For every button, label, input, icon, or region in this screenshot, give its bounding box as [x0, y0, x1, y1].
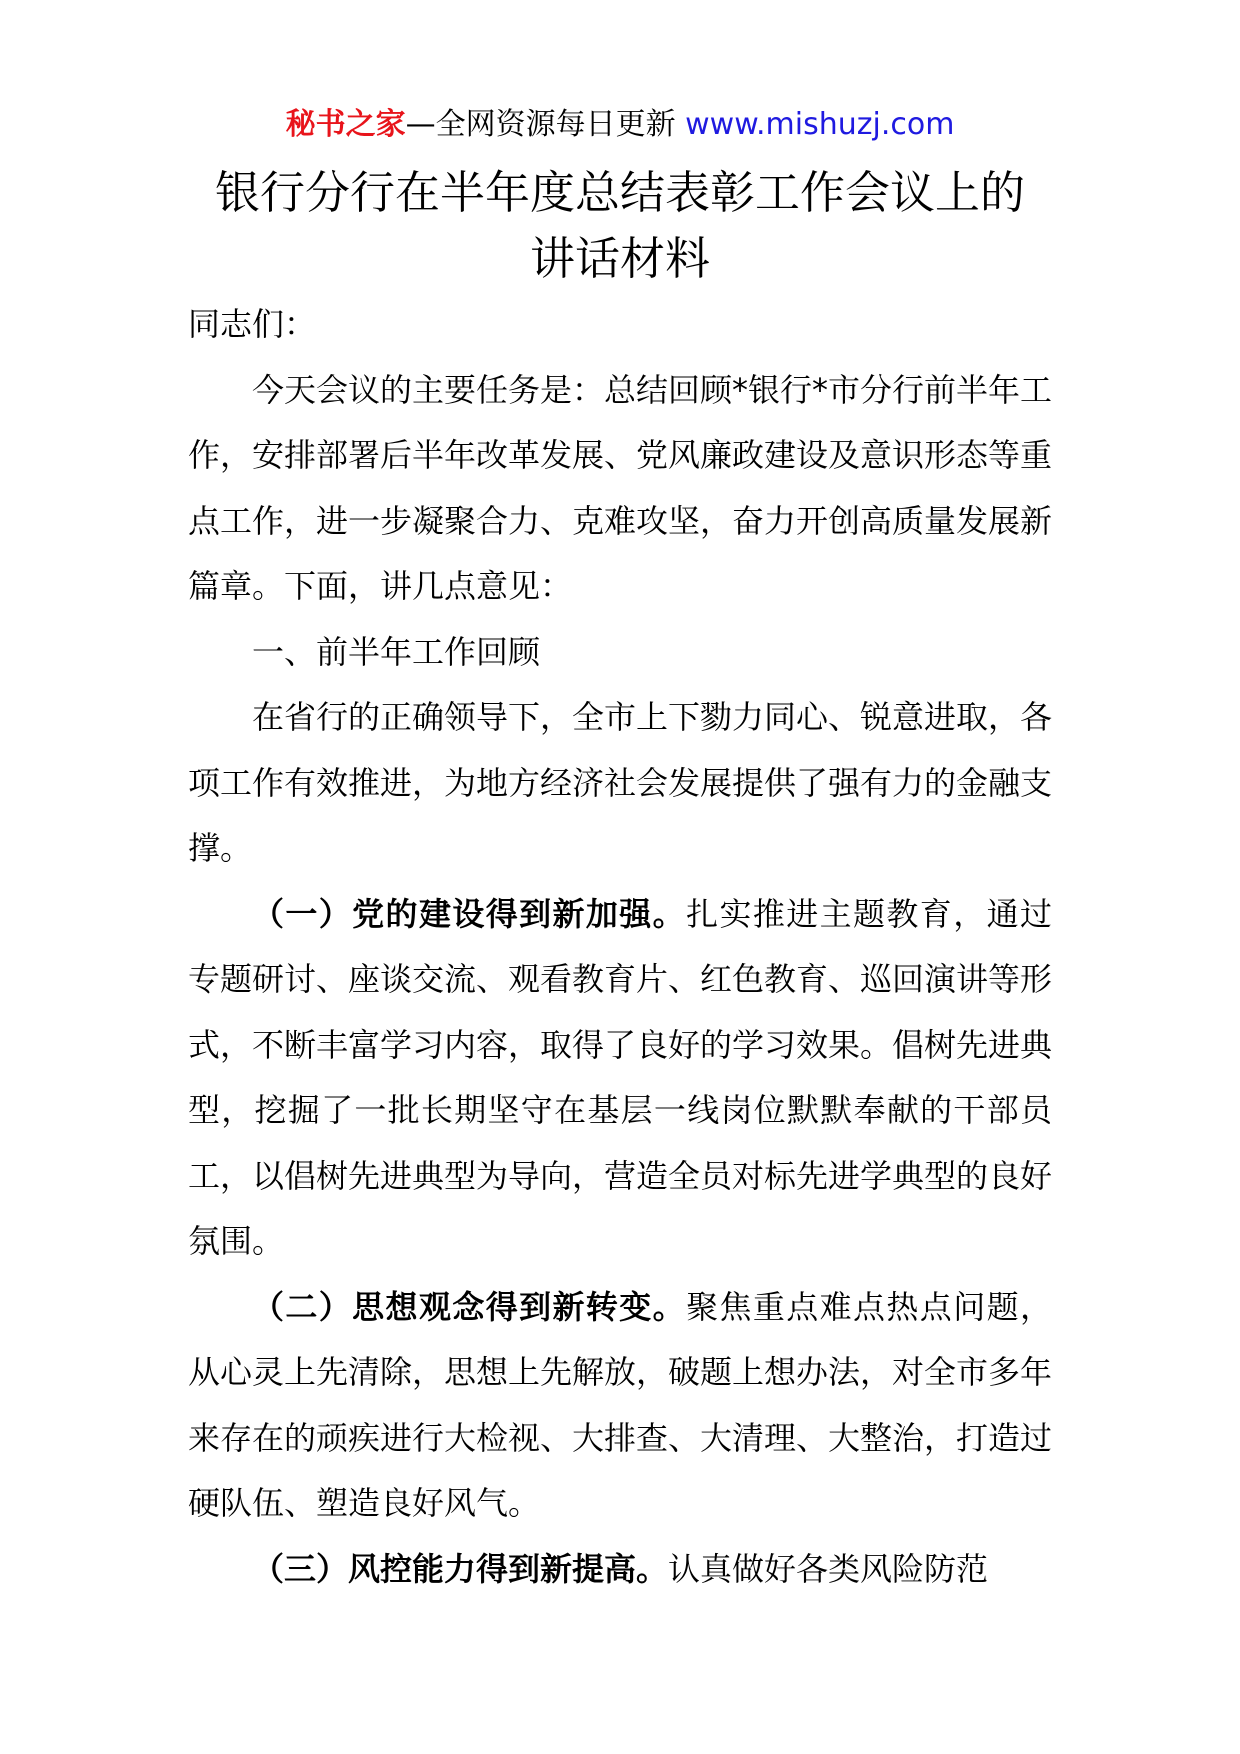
item-heading-1: （一）党的建设得到新加强。: [252, 894, 687, 933]
item-paragraph-2: [188, 1275, 1052, 1537]
item-heading-3: （三）风控能力得到新提高。: [252, 1549, 669, 1588]
section-intro-paragraph: 在省行的正确领导下，全市上下勠力同心、锐意进取，各项工作有效推进，为地方经济社会发展提供了强有力的金融支撑。: [188, 698, 1053, 867]
header-url[interactable]: www.mishuzj.com: [685, 107, 955, 142]
document-title-line-1: 银行分行在半年度总结表彰工作会议上的: [214, 166, 1025, 219]
site-header: [0, 103, 1240, 147]
item-text-3: 认真做好各类风险防范: [668, 1549, 989, 1588]
item-paragraph-3: [188, 1537, 1052, 1603]
section-heading: 一、前半年工作回顾: [252, 632, 541, 671]
item-text-2: 聚焦重点难点热点问题，从心灵上先清除，思想上先解放，破题上想办法，对全市多年来存在的顽疾进行大检视、大排查、大清理、大整治，打造过硬队伍、塑造良好风气。: [188, 1287, 1053, 1522]
brand-name: 秘书之家: [285, 107, 406, 142]
intro-paragraph: 今天会议的主要任务是：总结回顾*银行*市分行前半年工作，安排部署后半年改革发展、党风廉政建设及意识形态等重点工作，进一步凝聚合力、克难攻坚，奋力开创高质量发展新篇章。下面，讲几点意见：: [188, 370, 1053, 605]
item-heading-2: （二）思想观念得到新转变。: [252, 1287, 687, 1326]
header-tagline: —全网资源每日更新: [405, 107, 686, 142]
item-paragraph-1: [188, 882, 1052, 1275]
salutation: 同志们：: [188, 305, 317, 343]
document-title-line-2: 讲话材料: [529, 232, 710, 285]
document-title: [150, 160, 1090, 292]
document-body: [188, 292, 1052, 1602]
item-text-1: 扎实推进主题教育，通过专题研讨、座谈交流、观看教育片、红色教育、巡回演讲等形式，不断丰富学习内容，取得了良好的学习效果。倡树先进典型，挖掘了一批长期坚守在基层一线岗位默默奉献的干部员工，以倡树先进典型为导向，营造全员对标先进学典型的良好氛围。: [188, 894, 1053, 1260]
